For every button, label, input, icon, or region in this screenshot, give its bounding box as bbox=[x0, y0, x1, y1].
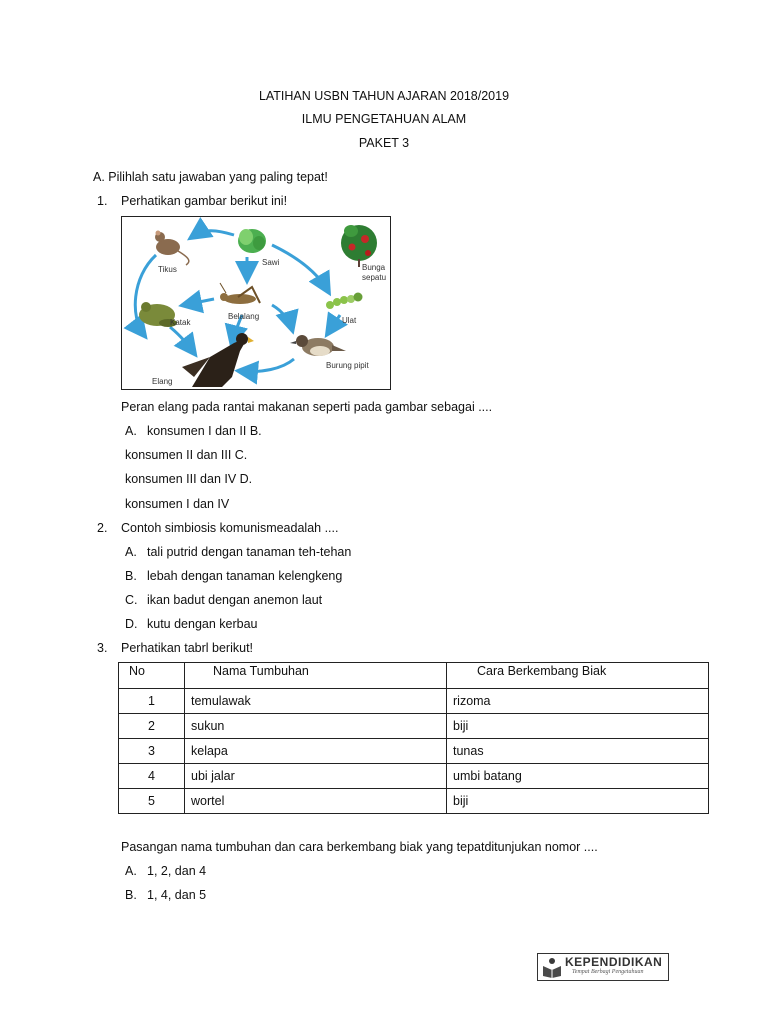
header-no: No bbox=[119, 663, 185, 689]
cell-nama: ubi jalar bbox=[185, 764, 447, 789]
cell-cara: rizoma bbox=[447, 689, 709, 714]
arrow-belalang-burung bbox=[272, 305, 292, 329]
cell-cara: umbi batang bbox=[447, 764, 709, 789]
table-row bbox=[119, 714, 709, 739]
q1-number: 1. bbox=[97, 194, 108, 208]
cell-nama: sukun bbox=[185, 714, 447, 739]
cell-nama: temulawak bbox=[185, 689, 447, 714]
rat-image bbox=[155, 231, 189, 266]
cell-no: 1 bbox=[119, 689, 185, 714]
cell-nama: wortel bbox=[185, 789, 447, 814]
q1-option-letter-a: A. bbox=[125, 424, 137, 438]
table-header-row bbox=[119, 663, 709, 689]
food-web-figure bbox=[121, 216, 391, 390]
header-cara-berkembang-biak: Cara Berkembang Biak bbox=[447, 663, 709, 689]
arrow-ulat-burung bbox=[328, 315, 340, 333]
label-bunga-1: Bunga bbox=[362, 263, 386, 272]
arrow-belalang-katak bbox=[184, 299, 214, 305]
q3-question: Pasangan nama tumbuhan dan cara berkembang biak yang tepatditunjukan nomor .... bbox=[121, 840, 598, 854]
arrow-burung-elang bbox=[240, 359, 294, 372]
sparrow-image bbox=[290, 335, 346, 356]
food-web-diagram bbox=[122, 217, 390, 389]
table-row bbox=[119, 789, 709, 814]
q2-option-text: kutu dengan kerbau bbox=[147, 617, 258, 631]
title-line-1: LATIHAN USBN TAHUN AJARAN 2018/2019 bbox=[258, 89, 510, 103]
q2-number: 2. bbox=[97, 521, 108, 535]
table-row bbox=[119, 739, 709, 764]
q1-line-c: konsumen III dan IV D. bbox=[125, 472, 253, 486]
cell-no: 5 bbox=[119, 789, 185, 814]
cell-no: 3 bbox=[119, 739, 185, 764]
cell-cara: tunas bbox=[447, 739, 709, 764]
logo-name: KEPENDIDIKAN bbox=[565, 955, 663, 969]
title-line-3: PAKET 3 bbox=[358, 136, 410, 150]
q1-prompt: Perhatikan gambar berikut ini! bbox=[121, 194, 288, 208]
label-burung: Burung pipit bbox=[326, 361, 369, 370]
label-ulat: Ulat bbox=[342, 316, 357, 325]
label-bunga-2: sepatu bbox=[362, 273, 387, 282]
table-row bbox=[119, 764, 709, 789]
sawi-image bbox=[238, 229, 266, 253]
table-row bbox=[119, 689, 709, 714]
cell-cara: biji bbox=[447, 714, 709, 739]
header-nama-tumbuhan: Nama Tumbuhan bbox=[185, 663, 447, 689]
q1-question: Peran elang pada rantai makanan seperti pada gambar sebagai .... bbox=[121, 400, 493, 414]
arrow-sawi-tikus bbox=[192, 231, 234, 237]
cell-no: 4 bbox=[119, 764, 185, 789]
section-a-instruction: A. Pilihlah satu jawaban yang paling tepat! bbox=[93, 170, 328, 184]
cell-cara: biji bbox=[447, 789, 709, 814]
q3-option-text: 1, 2, dan 4 bbox=[147, 864, 207, 878]
q1-line-b: konsumen II dan III C. bbox=[125, 448, 248, 462]
q3-option-letter: A. bbox=[125, 864, 137, 878]
q2-option-text: tali putrid dengan tanaman teh-tehan bbox=[147, 545, 352, 559]
q2-option-text: ikan badut dengan anemon laut bbox=[147, 593, 323, 607]
caterpillar-image bbox=[326, 293, 363, 310]
label-elang: Elang bbox=[152, 377, 173, 386]
arrow-sawi-ulat bbox=[272, 245, 328, 291]
q3-option-text: 1, 4, dan 5 bbox=[147, 888, 207, 902]
plant-reproduction-table bbox=[118, 662, 709, 814]
q2-option-letter: A. bbox=[125, 545, 137, 559]
cell-nama: kelapa bbox=[185, 739, 447, 764]
q1-line-d: konsumen I dan IV bbox=[125, 497, 230, 511]
q3-option-letter: B. bbox=[125, 888, 137, 902]
book-person-icon bbox=[541, 956, 563, 978]
logo-tagline: Tempat Berbagi Pengetahuan bbox=[572, 969, 644, 975]
label-belalang: Belalang bbox=[228, 312, 260, 321]
grasshopper-image bbox=[220, 283, 260, 304]
label-tikus: Tikus bbox=[158, 265, 177, 274]
label-katak: Katak bbox=[170, 318, 191, 327]
q2-option-letter: B. bbox=[125, 569, 137, 583]
label-sawi: Sawi bbox=[262, 258, 280, 267]
q3-number: 3. bbox=[97, 641, 108, 655]
eagle-image bbox=[182, 333, 254, 387]
q3-prompt: Perhatikan tabrl berikut! bbox=[121, 641, 254, 655]
q1-line-a: konsumen I dan II B. bbox=[147, 424, 262, 438]
hibiscus-image bbox=[341, 225, 377, 267]
q2-option-letter: D. bbox=[125, 617, 138, 631]
cell-no: 2 bbox=[119, 714, 185, 739]
q2-option-text: lebah dengan tanaman kelengkeng bbox=[147, 569, 343, 583]
q2-question: Contoh simbiosis komunismeadalah .... bbox=[121, 521, 339, 535]
arrow-katak-elang bbox=[170, 327, 194, 353]
q2-option-letter: C. bbox=[125, 593, 138, 607]
kependidikan-logo bbox=[537, 953, 669, 981]
title-line-2: ILMU PENGETAHUAN ALAM bbox=[301, 112, 467, 126]
